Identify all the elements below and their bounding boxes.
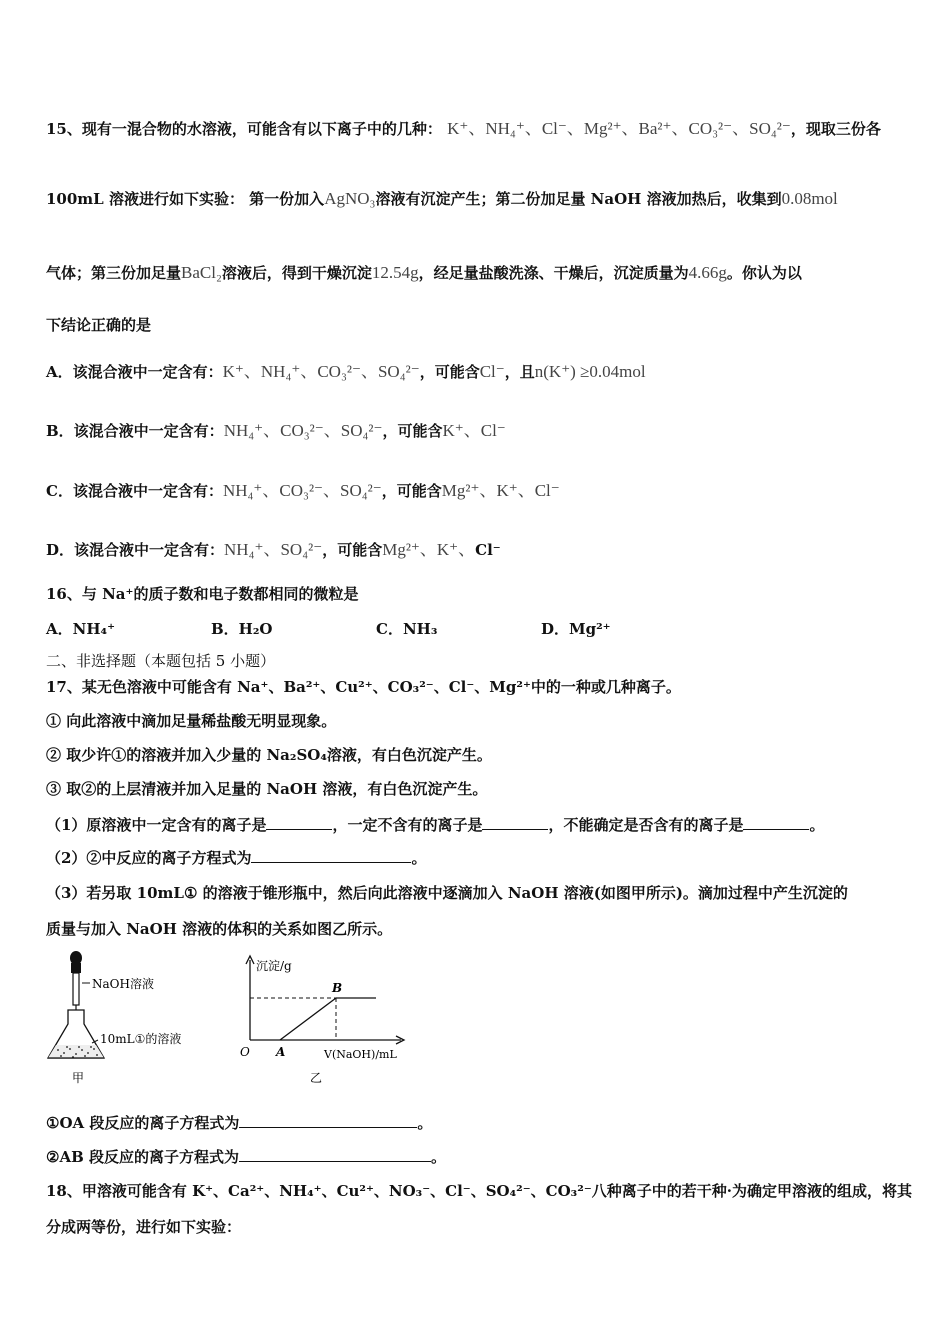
q15-line3: 气体；第三份加足量BaCl₂溶液后，得到干燥沉淀12.54g，经足量盐酸洗涤、干燥后，沉淀质量为4.66g。你认为以 [46,263,802,282]
q15-option-b: B．该混合液中一定含有：NH₄⁺、CO₃²⁻、SO₄²⁻，可能含K⁺、Cl⁻ [46,421,506,440]
q15-option-c: C．该混合液中一定含有：NH₄⁺、CO₃²⁻、SO₄²⁻，可能含Mg²⁺、K⁺、Cl⁻ [46,481,560,500]
section-heading: 二、非选择题（本题包括 5 小题） [46,652,276,670]
q17-part-2: （2）②中反应的离子方程式为 。 [46,849,427,867]
answer-blank[interactable] [239,1149,431,1162]
conical-flask-icon [48,1010,104,1058]
q18-line2: 分成两等份，进行如下实验： [46,1218,242,1236]
q15-line2: 100mL 溶液进行如下实验： 第一份加入AgNO₃溶液有沉淀产生；第二份加足量 NaOH 溶液加热后，收集到0.08mol [46,189,838,208]
point-b: B [332,981,343,995]
q16-option-c: C．NH₃ [376,620,438,638]
answer-blank[interactable] [251,850,411,863]
dropper-icon [70,951,82,1018]
q15-line1: 15、现有一混合物的水溶液，可能含有以下离子中的几种： K⁺、NH₄⁺、Cl⁻、Mg²⁺、Ba²⁺、CO₃²⁻、SO₄²⁻，现取三份各 [46,119,881,138]
label-naoh: NaOH溶液 [92,977,154,991]
y-axis-label: 沉淀/g [256,959,292,973]
x-axis-label: V(NaOH)/mL [324,1048,397,1061]
q17-step-2: ② 取少许①的溶液并加入少量的 Na₂SO₄溶液，有白色沉淀产生。 [46,746,492,764]
figure-jia [46,950,216,1090]
q15-option-d: D．该混合液中一定含有：NH₄⁺、SO₄²⁻，可能含Mg²⁺、K⁺、Cl⁻ [46,540,501,559]
segment-ab [280,998,336,1040]
q17-oa-equation: ①OA 段反应的离子方程式为 。 [46,1114,433,1132]
q16-option-a: A．NH₄⁺ [46,620,116,638]
point-a: A [276,1045,286,1059]
q18-line1: 18、甲溶液可能含有 K⁺、Ca²⁺、NH₄⁺、Cu²⁺、NO₃⁻、Cl⁻、SO₄²⁻、CO₃²⁻八种离子中的若干种·为确定甲溶液的组成，将其 [46,1182,912,1200]
q17-step-3: ③ 取②的上层清液并加入足量的 NaOH 溶液，有白色沉淀产生。 [46,780,488,798]
q16-option-b: B．H₂O [211,620,273,638]
answer-blank[interactable] [239,1115,417,1128]
q16-option-d: D．Mg²⁺ [541,620,611,638]
answer-blank[interactable] [482,817,548,830]
q16-options [46,618,706,639]
caption-jia: 甲 [72,1071,85,1085]
q17-part-3-line2: 质量与加入 NaOH 溶液的体积的关系如图乙所示。 [46,920,393,938]
figure-yi [236,950,416,1090]
q16-stem: 16、与 Na⁺的质子数和电子数都相同的微粒是 [46,585,359,603]
origin-label: O [240,1045,250,1059]
q15-ion-list: K⁺、NH₄⁺、Cl⁻、Mg²⁺、Ba²⁺、CO₃²⁻、SO₄²⁻ [447,119,791,138]
q15-line4: 下结论正确的是 [46,316,152,334]
q17-step-1: ① 向此溶液中滴加足量稀盐酸无明显现象。 [46,712,337,730]
q17-part-1: （1）原溶液中一定含有的离子是 ，一定不含有的离子是 ，不能确定是否含有的离子是 。 [46,816,825,834]
q17-part-3-line1: （3）若另取 10mL① 的溶液于锥形瓶中，然后向此溶液中逐滴加入 NaOH 溶液(如图甲所示)。滴加过程中产生沉淀的 [46,884,848,902]
answer-blank[interactable] [266,817,332,830]
caption-yi: 乙 [310,1071,323,1085]
answer-blank[interactable] [743,817,809,830]
q17-ab-equation: ②AB 段反应的离子方程式为 。 [46,1148,447,1166]
q15-option-a: A．该混合液中一定含有：K⁺、NH₄⁺、CO₃²⁻、SO₄²⁻，可能含Cl⁻，且n(K⁺) ≥0.04mol [46,362,646,381]
q17-stem: 17、某无色溶液中可能含有 Na⁺、Ba²⁺、Cu²⁺、CO₃²⁻、Cl⁻、Mg²⁺中的一种或几种离子。 [46,678,681,696]
label-solution: 10mL①的溶液 [100,1032,182,1046]
